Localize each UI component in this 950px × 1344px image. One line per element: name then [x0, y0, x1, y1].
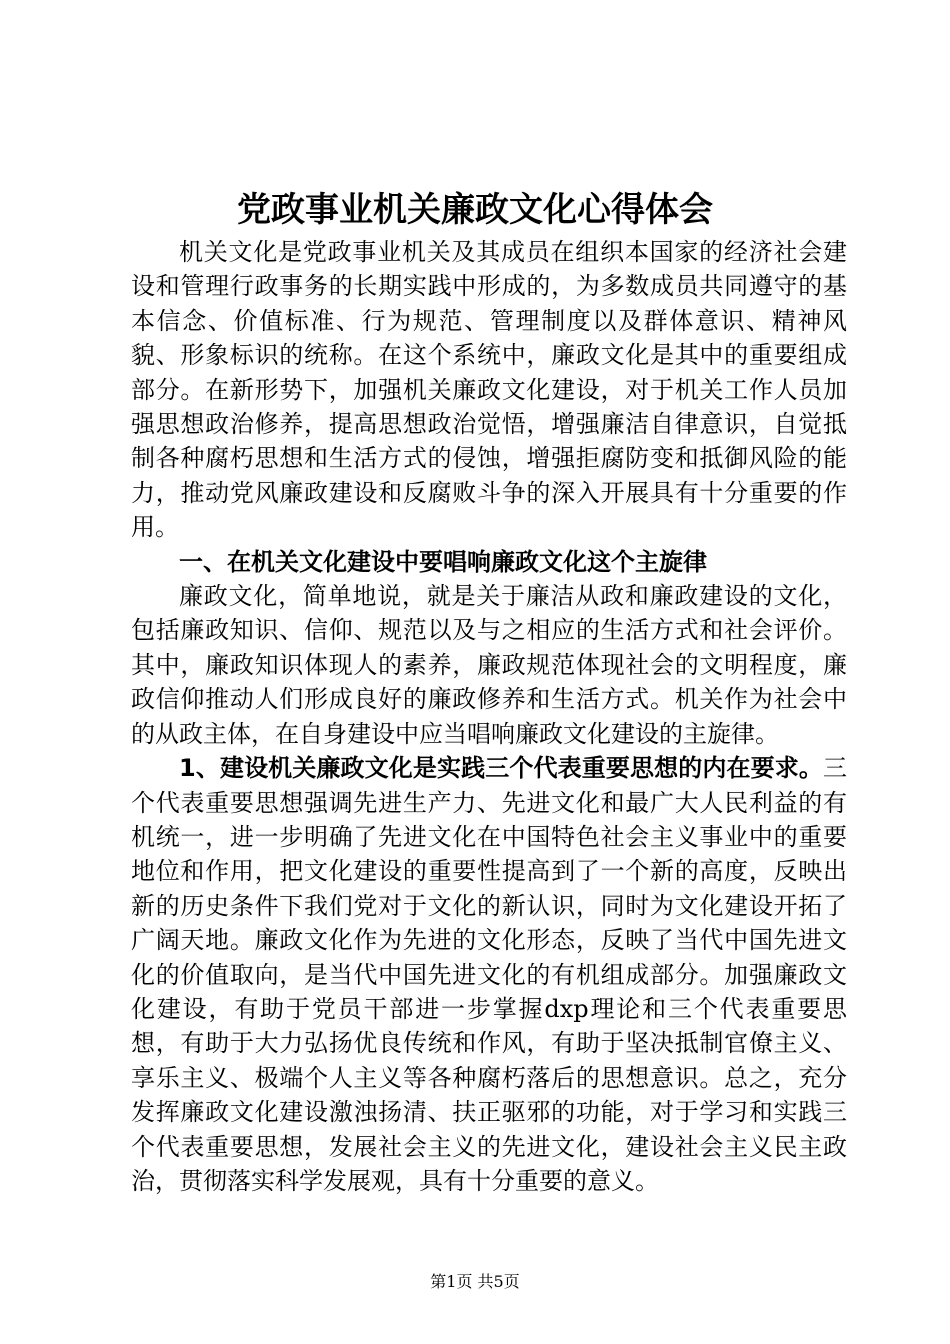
point-1-text: 三个代表重要思想强调先进生产力、先进文化和最广大人民利益的有机统一，进一步明确了先进文化在中国特色社会主义事业中的重要地位和作用，把文化建设的重要性提高到了一个新的高度，反映出新的历史条件下我们党对于文化的新认识，同时为文化建设开拓了广阔天地。廉政文化作为先进的文化形态，反映了当代中国先进文化的价值取向，是当代中国先进文化的有机组成部分。加强廉政文化建设，有助于党员干部进一步掌握dxp理论和三个代表重要思想，有助于大力弘扬优良传统和作风，有助于坚决抵制官僚主义、享乐主义、极端个人主义等各种腐朽落后的思想意识。总之，充分发挥廉政文化建设激浊扬清、扶正驱邪的功能，对于学习和实践三个代表重要思想，发展社会主义的先进文化，建设社会主义民主政治，贯彻落实科学发展观，具有十分重要的意义。: [131, 754, 847, 1195]
paragraph-point-1: [131, 751, 847, 1198]
document-body: [131, 235, 847, 1198]
page-footer: 第1页 共5页: [430, 1272, 520, 1291]
paragraph-definition: 廉政文化，简单地说，就是关于廉洁从政和廉政建设的文化，包括廉政知识、信仰、规范以及与之相应的生活方式和社会评价。其中，廉政知识体现人的素养，廉政规范体现社会的文明程度，廉政信仰推动人们形成良好的廉政修养和生活方式。机关作为社会中的从政主体，在自身建设中应当唱响廉政文化建设的主旋律。: [131, 582, 847, 748]
paragraph-intro: 机关文化是党政事业机关及其成员在组织本国家的经济社会建设和管理行政事务的长期实践中形成的，为多数成员共同遵守的基本信念、价值标准、行为规范、管理制度以及群体意识、精神风貌、形象标识的统称。在这个系统中，廉政文化是其中的重要组成部分。在新形势下，加强机关廉政文化建设，对于机关工作人员加强思想政治修养，提高思想政治觉悟，增强廉洁自律意识，自觉抵制各种腐朽思想和生活方式的侵蚀，增强拒腐防变和抵御风险的能力，推动党风廉政建设和反腐败斗争的深入开展具有十分重要的作用。: [131, 238, 847, 542]
point-1-lead: 1、建设机关廉政文化是实践三个代表重要思想的内在要求。: [179, 754, 823, 783]
section-heading: 一、在机关文化建设中要唱响廉政文化这个主旋律: [179, 547, 707, 576]
document-title: 党政事业机关廉政文化心得体会: [237, 190, 713, 230]
